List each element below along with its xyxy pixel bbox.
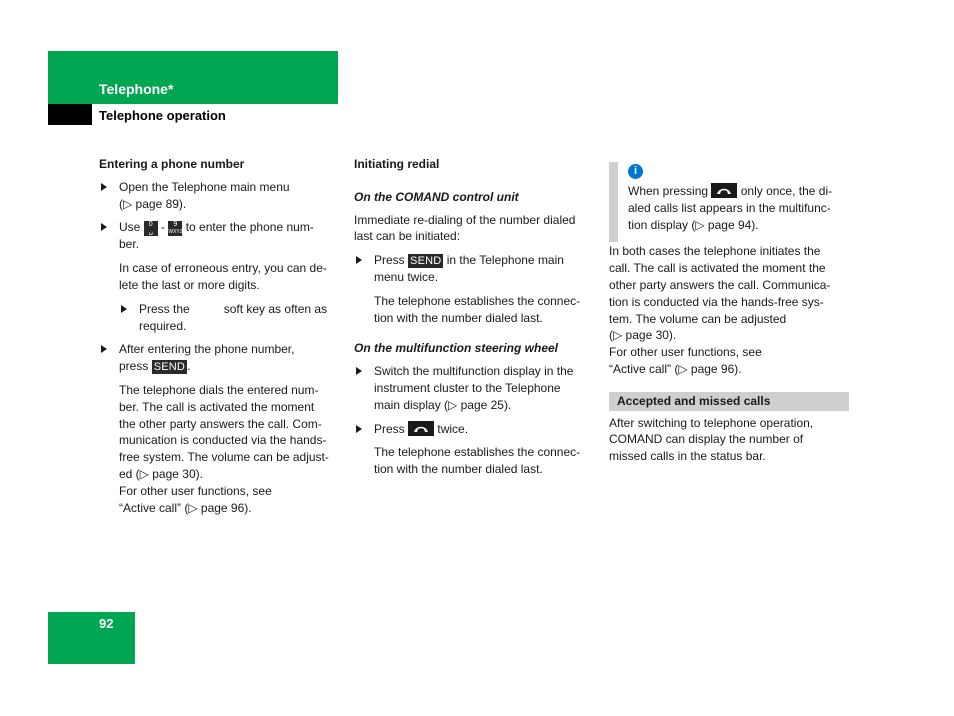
heading-initiating-redial: Initiating redial bbox=[354, 157, 440, 171]
step-open-main-menu bbox=[99, 179, 343, 213]
dialing-description: The telephone dials the entered num- ber. The call is activated the moment the other party answers the call. Com- munication is conducted via the hands- free system. The volume can be adjust- ed (▷ page 30). For other user functions, see “Active call” (▷ page 96). bbox=[119, 382, 329, 515]
section-header-bar bbox=[48, 51, 338, 104]
step-text: After entering the phone number, bbox=[119, 342, 295, 357]
key-0-icon: 0 ␣ bbox=[144, 221, 158, 236]
subsection-marker bbox=[48, 104, 92, 125]
subheading-comand-unit: On the COMAND control unit bbox=[354, 189, 519, 204]
step-use-keys bbox=[99, 219, 343, 253]
step-text: Press bbox=[374, 253, 405, 268]
erroneous-entry-note: In case of erroneous entry, you can de- lete the last or more digits. bbox=[119, 261, 327, 292]
step-press-send: After entering the phone number, press SEND . bbox=[99, 341, 343, 375]
step-text: to enter the phone num- bbox=[185, 220, 314, 235]
send-key-icon: SEND bbox=[410, 255, 442, 268]
step-text: Press the bbox=[139, 301, 190, 316]
info-sidebar bbox=[609, 162, 618, 242]
column-info bbox=[609, 156, 849, 472]
heading-entering-number: Entering a phone number bbox=[99, 157, 245, 171]
redial-result-1: The telephone establishes the connec- tion with the number dialed last. bbox=[374, 293, 581, 325]
page-number: 92 bbox=[99, 616, 114, 631]
dash: - bbox=[161, 220, 166, 235]
send-key-icon: SEND bbox=[153, 361, 186, 374]
column-initiating-redial bbox=[354, 156, 596, 485]
missed-calls-text: After switching to telephone operation, COMAND can display the number of missed calls in the status bar. bbox=[609, 415, 814, 464]
page-number-box bbox=[48, 612, 135, 664]
heading-accepted-missed: Accepted and missed calls bbox=[609, 392, 849, 411]
page-reference: (▷ page 89). bbox=[119, 196, 187, 211]
column-entering-number bbox=[99, 156, 343, 523]
step-text: Use bbox=[119, 220, 141, 235]
step-press-softkey bbox=[119, 301, 343, 335]
step-text: ber. bbox=[119, 237, 140, 252]
redial-intro: Immediate re-dialing of the number dialed last can be initiated: bbox=[354, 212, 576, 244]
key-9-icon: 9 WXYZ bbox=[168, 221, 183, 236]
step-text: Press bbox=[374, 421, 405, 436]
info-note bbox=[609, 162, 849, 233]
subheading-steering-wheel: On the multifunction steering wheel bbox=[354, 341, 559, 356]
step-text: press bbox=[119, 359, 149, 374]
step-text: soft key as often as bbox=[223, 301, 328, 316]
section-title: Telephone* bbox=[99, 81, 174, 97]
step-text: twice. bbox=[437, 421, 469, 436]
step-text: required. bbox=[139, 318, 187, 333]
redial-result-2: The telephone establishes the connec- tion with the number dialed last. bbox=[374, 445, 581, 477]
call-initiation-text: In both cases the telephone initiates the call. The call is activated the moment the other party answers the call. Communica- tion is conducted via the hands-free sys- tem. The volume can be adjusted (▷ page 30). For other user functions, see “Active call” (▷ page 96). bbox=[609, 244, 831, 376]
phone-handset-icon bbox=[408, 421, 434, 436]
step-switch-display: Switch the multifunction display in the instrument cluster to the Telephone main display (▷ page 25). bbox=[354, 363, 596, 413]
info-icon: i bbox=[628, 164, 643, 179]
step-press-phone-twice bbox=[354, 421, 596, 438]
subsection-title: Telephone operation bbox=[99, 108, 226, 123]
info-text: When pressing only once, the di- aled calls list appears in the multifunc- tion display (▷ page 94). bbox=[628, 184, 833, 232]
phone-handset-icon bbox=[711, 183, 737, 198]
step-press-send-twice bbox=[354, 252, 596, 286]
step-text: menu twice. bbox=[374, 269, 439, 284]
step-text: Open the Telephone main menu bbox=[119, 179, 290, 194]
step-text: in the Telephone main bbox=[446, 253, 564, 268]
